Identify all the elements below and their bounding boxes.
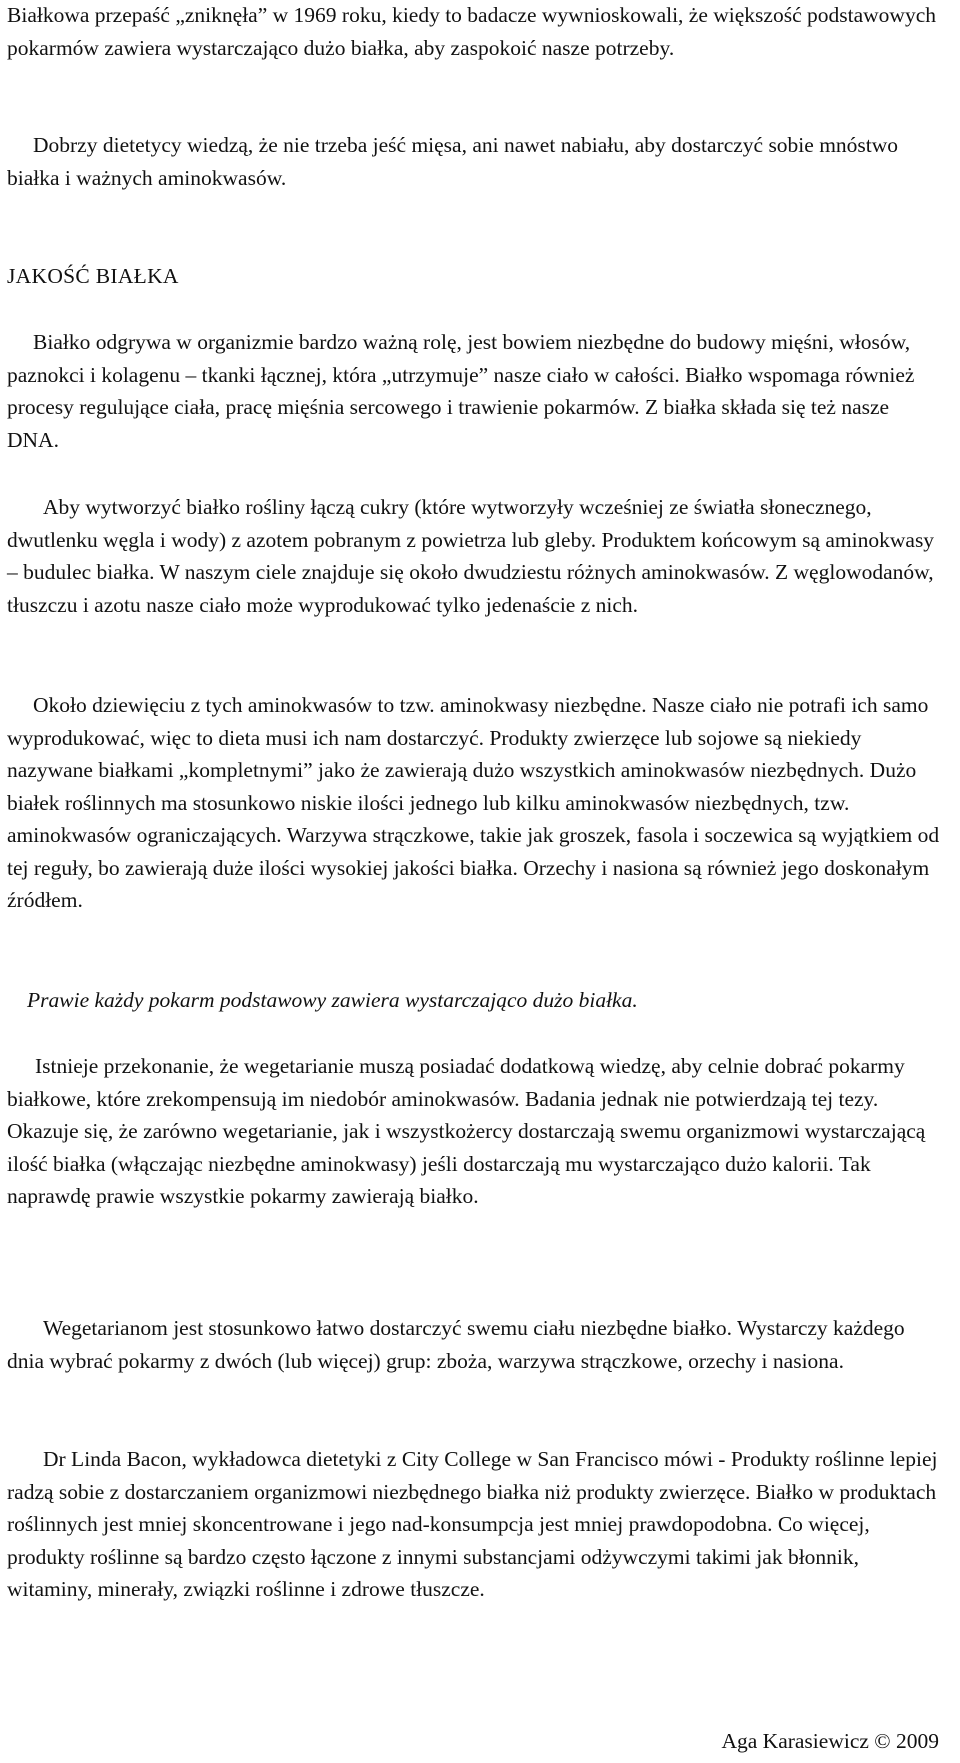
pull-quote: Prawie każdy pokarm podstawowy zawiera wystarczająco dużo białka. <box>27 988 638 1012</box>
vegetarian-protein-paragraph: Wegetarianom jest stosunkowo łatwo dostarczyć swemu ciału niezbędne białko. Wystarczy każdego dnia wybrać pokarmy z dwóch (lub więcej) grup: zboża, warzywa strączkowe, orzechy i nasiona. <box>7 1316 905 1373</box>
linda-bacon-paragraph: Dr Linda Bacon, wykładowca dietetyki z City College w San Francisco mówi - Produkty roślinne lepiej radzą sobie z dostarczaniem organizmowi niezbędnego białka niż produkty zwierzęce. Białko w produktach roślinnych jest mniej skoncentrowane i jego nad-konsumpcja jest mniej prawdopodobna. Co więcej, produkty roślinne są bardzo często łączone z innymi substancjami odżywczymi takimi jak błonnik, witaminy, minerały, związki roślinne i zdrowe tłuszcze. <box>7 1447 938 1601</box>
footer-credit: Aga Karasiewicz © 2009 <box>721 1729 939 1753</box>
essential-amino-acids-paragraph: Około dziewięciu z tych aminokwasów to tzw. aminokwasy niezbędne. Nasze ciało nie potrafi ich samo wyprodukować, więc to dieta musi ich nam dostarczyć. Produkty zwierzęce lub sojowe są niekiedy nazywane białkami „kompletnymi” jako że zawierają dużo wszystkich aminokwasów niezbędnych. Dużo białek roślinnych ma stosunkowo niskie ilości jednego lub kilku aminokwasów niezbędnych, tzw. aminokwasów ograniczających. Warzywa strączkowe, takie jak groszek, fasola i soczewica są wyjątkiem od tej reguły, bo zawierają duże ilości wysokiej jakości białka. Orzechy i nasiona są również jego doskonałym źródłem. <box>7 693 940 912</box>
dietitians-paragraph: Dobrzy dietetycy wiedzą, że nie trzeba jeść mięsa, ani nawet nabiału, aby dostarczyć sobie mnóstwo białka i ważnych aminokwasów. <box>7 133 899 190</box>
vegetarian-knowledge-paragraph: Istnieje przekonanie, że wegetarianie muszą posiadać dodatkową wiedzę, aby celnie dobrać pokarmy białkowe, które zrekompensują im niedobór aminokwasów. Badania jednak nie potwierdzają tej tezy. Okazuje się, że zarówno wegetarianie, jak i wszystkożercy dostarczają swemu organizmowi wystarczającą ilość białka (włączając niezbędne aminokwasy) jeśli dostarczają mu wystarczająco dużo kalorii. Tak naprawdę prawie wszystkie pokarmy zawierają białko. <box>7 1054 926 1208</box>
protein-role-paragraph: Białko odgrywa w organizmie bardzo ważną rolę, jest bowiem niezbędne do budowy mięśni, włosów, paznokci i kolagenu – tkanki łącznej, która „utrzymuje” nasze ciało w całości. Białko wspomaga również procesy regulujące ciała, pracę mięśnia sercowego i trawienie pokarmów. Z białka składa się też nasze DNA. <box>7 330 915 452</box>
section-heading: JAKOŚĆ BIAŁKA <box>7 264 179 288</box>
intro-paragraph: Białkowa przepaść „zniknęła” w 1969 roku, kiedy to badacze wywnioskowali, że większość podstawowych pokarmów zawiera wystarczająco dużo białka, aby zaspokoić nasze potrzeby. <box>7 3 936 60</box>
plant-protein-paragraph: Aby wytworzyć białko rośliny łączą cukry (które wytworzyły wcześniej ze światła słonecznego, dwutlenku węgla i wody) z azotem pobranym z powietrza lub gleby. Produktem końcowym są aminokwasy – budulec białka. W naszym ciele znajduje się około dwudziestu różnych aminokwasów. Z węglowodanów, tłuszczu i azotu nasze ciało może wyprodukować tylko jedenaście z nich. <box>7 495 935 617</box>
